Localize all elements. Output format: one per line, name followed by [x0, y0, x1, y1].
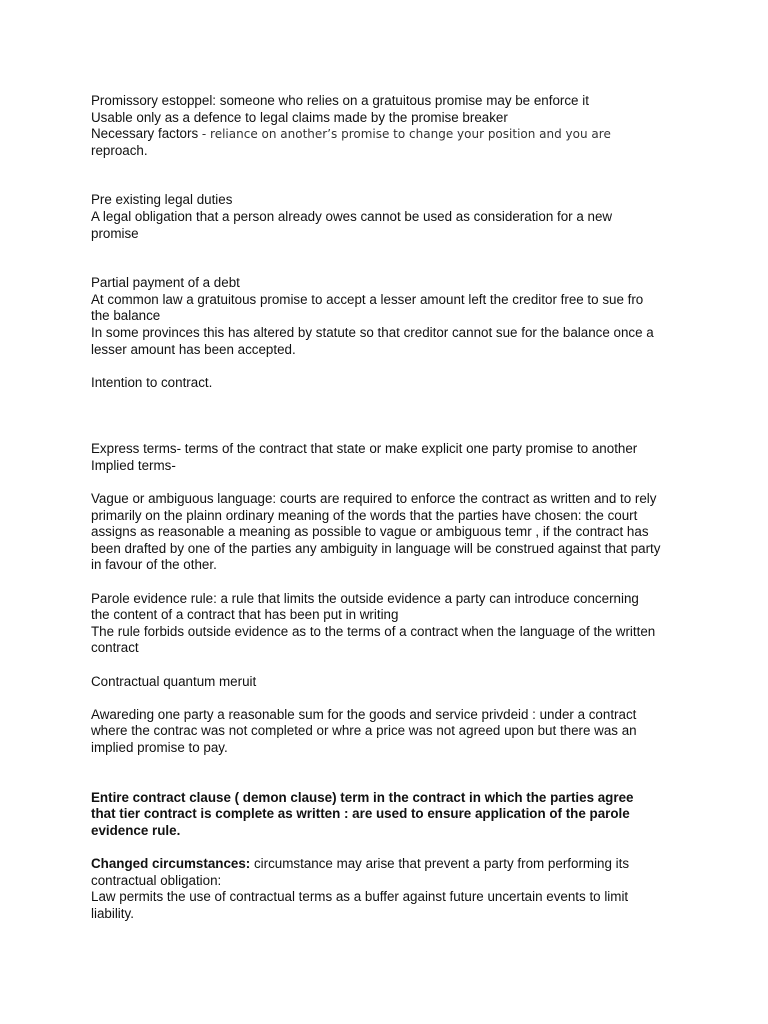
text-line: implied promise to pay. — [91, 740, 228, 755]
section-awarding — [91, 707, 691, 757]
section-entire-contract — [91, 790, 691, 840]
section-promissory-estoppel — [91, 93, 691, 159]
text-line: The rule forbids outside evidence as to the terms of a contract when the language of the written — [91, 623, 656, 639]
section-intention — [91, 375, 691, 392]
necessary-factors-label: Necessary factors — [91, 126, 202, 142]
text-line: been drafted by one of the parties any ambiguity in language will be construed against that party — [91, 540, 661, 556]
section-heading: Partial payment of a debt — [91, 275, 240, 291]
section-parole-evidence — [91, 591, 691, 657]
text-line: in favour of the other. — [91, 557, 217, 573]
text-line: Law permits the use of contractual terms as a buffer against future uncertain events to limit — [91, 889, 629, 905]
text-line: Awareding one party a reasonable sum for the goods and service privdeid : under a contract — [91, 706, 637, 722]
text-line: assigns as reasonable a meaning as possible to vague or ambiguous temr , if the contract has — [91, 524, 649, 540]
section-heading: Pre existing legal duties — [91, 192, 233, 208]
section-terms — [91, 441, 691, 474]
text-line — [91, 126, 691, 143]
section-partial-payment — [91, 275, 691, 358]
text-line: Vague or ambiguous language: courts are required to enforce the contract as written and to rely — [91, 491, 657, 507]
section-pre-existing-duties — [91, 192, 691, 242]
section-changed-circumstances — [91, 856, 691, 922]
text-line: Promissory estoppel: someone who relies on a gratuitous promise may be enforce it — [91, 93, 589, 108]
text-line: the content of a contract that has been put in writing — [91, 607, 399, 623]
text-line: contractual obligation: — [91, 872, 222, 888]
text-line: reproach. — [91, 142, 148, 158]
text-line: where the contrac was not completed or whre a price was not agreed upon but there was an — [91, 723, 637, 739]
document-page — [91, 93, 691, 922]
text-line: the balance — [91, 308, 161, 324]
text-line: lesser amount has been accepted. — [91, 341, 296, 357]
necessary-factors-text: - reliance on another’s promise to change your position and you are — [201, 127, 611, 142]
text-line: At common law a gratuitous promise to accept a lesser amount left the creditor free to sue fro — [91, 291, 644, 307]
section-quantum-meruit — [91, 674, 691, 691]
changed-circumstances-text: circumstance may arise that prevent a party from performing its — [250, 855, 630, 871]
text-line: Express terms- terms of the contract that state or make explicit one party promise to another — [91, 441, 638, 457]
text-line: Usable only as a defence to legal claims made by the promise breaker — [91, 109, 508, 125]
text-line: promise — [91, 225, 139, 241]
text-line: A legal obligation that a person already owes cannot be used as consideration for a new — [91, 208, 613, 224]
text-line: primarily on the plainn ordinary meaning of the words that the parties have chosen: the court — [91, 507, 638, 523]
text-line: In some provinces this has altered by statute so that creditor cannot sue for the balance once a — [91, 324, 654, 340]
text-line — [91, 856, 691, 873]
section-vague-language — [91, 491, 691, 574]
text-line: evidence rule. — [91, 822, 181, 838]
text-line: contract — [91, 640, 139, 656]
text-line: liability. — [91, 905, 134, 921]
text-line: Parole evidence rule: a rule that limits the outside evidence a party can introduce concerning — [91, 590, 639, 606]
changed-circumstances-label: Changed circumstances: — [91, 855, 251, 871]
text-line: Entire contract clause ( demon clause) term in the contract in which the parties agree — [91, 789, 634, 805]
section-heading: Contractual quantum meruit — [91, 673, 257, 689]
section-heading: Intention to contract. — [91, 374, 213, 390]
text-line: Implied terms- — [91, 457, 176, 473]
text-line: that tier contract is complete as written : are used to ensure application of the parole — [91, 806, 630, 822]
